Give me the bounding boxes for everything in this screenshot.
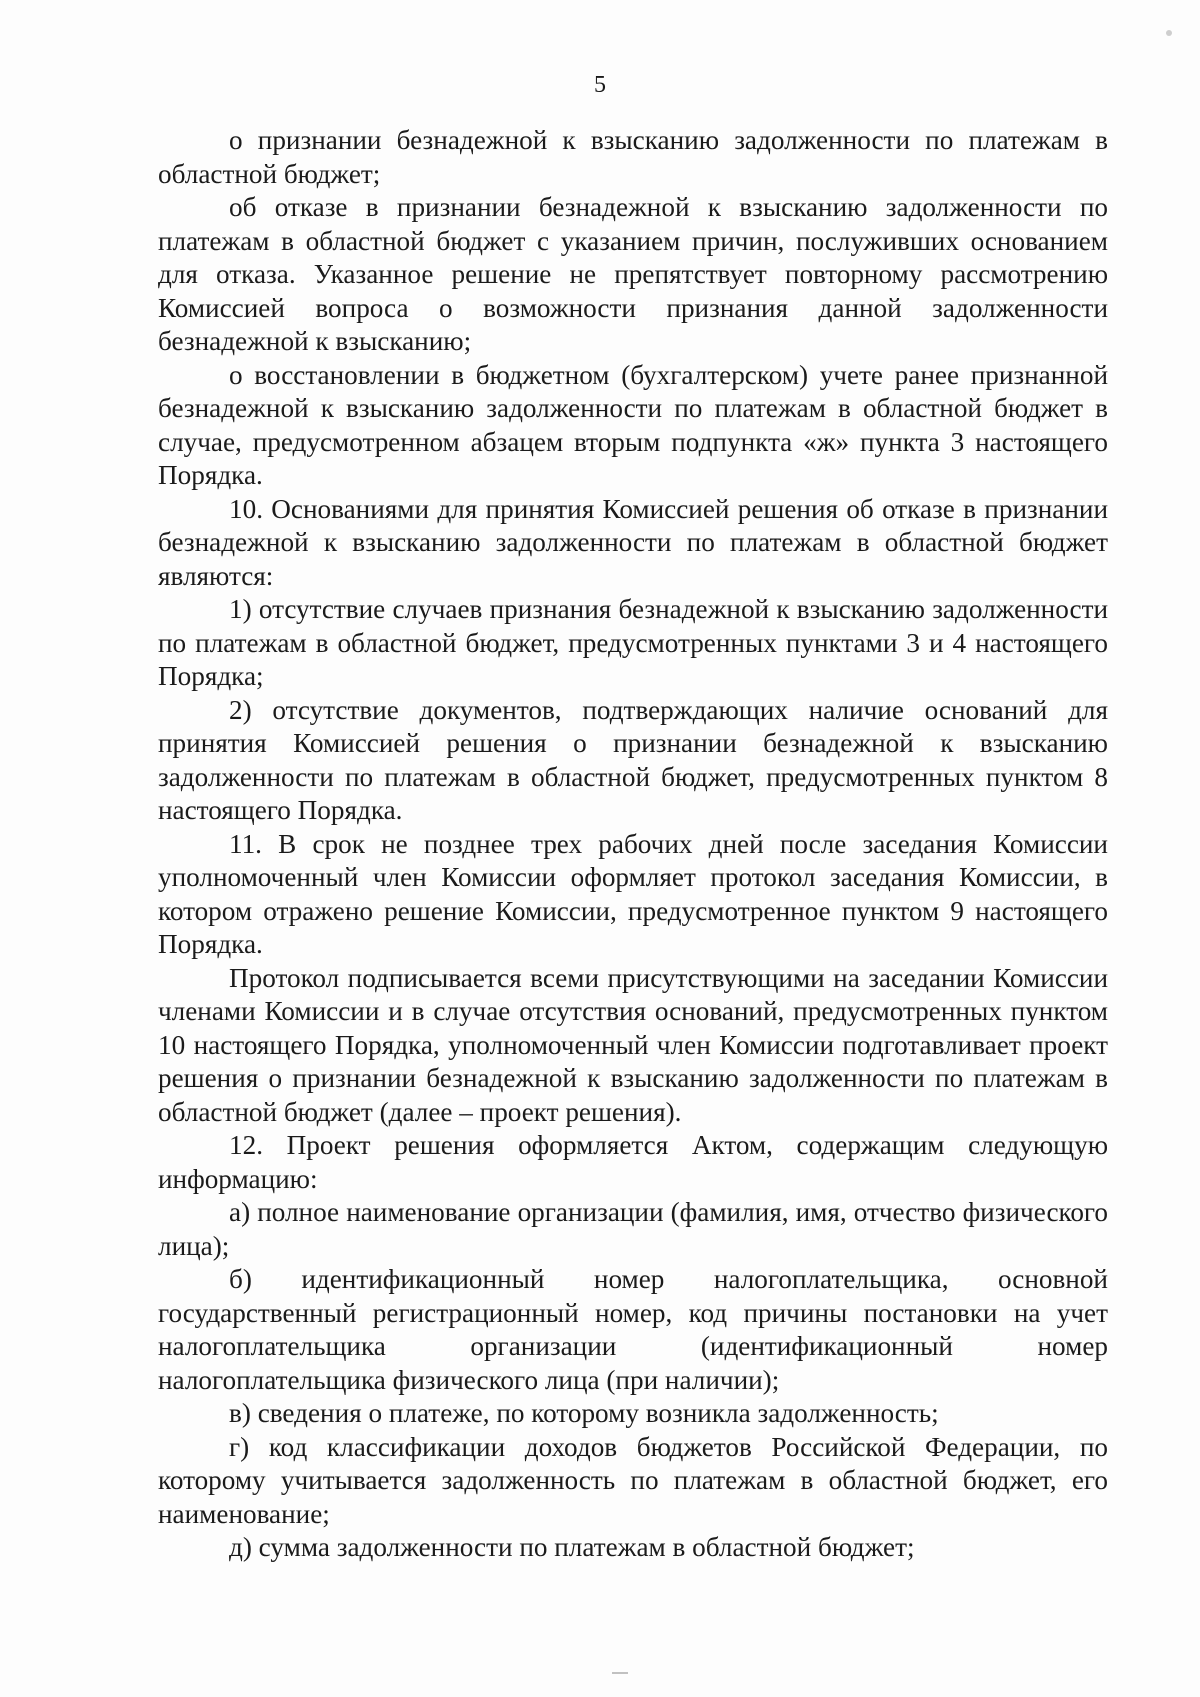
document-body [158, 124, 1108, 1565]
paragraph-13: г) код классификации доходов бюджетов Российской Федерации, по которому учитывается задолженность по платежам в областной бюджет, его наименование; [158, 1431, 1108, 1529]
paragraph-2: об отказе в признании безнадежной к взысканию задолженности по платежам в областной бюджет с указанием причин, послуживших основанием для отказа. Указанное решение не препятствует повторному рассмотрению Комиссией вопроса о возможности признания данной задолженности безнадежной к взысканию; [158, 192, 1108, 356]
scan-mark [612, 1672, 628, 1674]
paragraph-1: о признании безнадежной к взысканию задолженности по платежам в областной бюджет; [158, 125, 1108, 189]
paragraph-7: 11. В срок не позднее трех рабочих дней после заседания Комиссии уполномоченный член Комиссии оформляет протокол заседания Комиссии, в котором отражено решение Комиссии, предусмотренное пунктом 9 настоящего Порядка. [158, 828, 1108, 959]
paragraph-8: Протокол подписывается всеми присутствующими на заседании Комиссии членами Комиссии и в случае отсутствия оснований, предусмотренных пунктом 10 настоящего Порядка, уполномоченный член Комиссии подготавливает проект решения о признании безнадежной к взысканию задолженности по платежам в областной бюджет (далее – проект решения). [158, 962, 1108, 1127]
paragraph-4: 10. Основаниями для принятия Комиссией решения об отказе в признании безнадежной к взысканию задолженности по платежам в областной бюджет являются: [158, 493, 1108, 591]
paragraph-12: в) сведения о платеже, по которому возникла задолженность; [229, 1398, 939, 1428]
paragraph-14: д) сумма задолженности по платежам в областной бюджет; [229, 1532, 915, 1562]
scan-speck [1166, 30, 1172, 36]
page-number: 5 [594, 72, 606, 98]
paragraph-6: 2) отсутствие документов, подтверждающих наличие оснований для принятия Комиссией решения о признании безнадежной к взысканию задолженности по платежам в областной бюджет, предусмотренных пунктом 8 настоящего Порядка. [158, 694, 1108, 825]
paragraph-9: 12. Проект решения оформляется Актом, содержащим следующую информацию: [158, 1130, 1108, 1194]
paragraph-3: о восстановлении в бюджетном (бухгалтерском) учете ранее признанной безнадежной к взысканию задолженности по платежам в областной бюджет в случае, предусмотренном абзацем вторым подпункта «ж» пункта 3 настоящего Порядка. [158, 359, 1108, 490]
paragraph-5: 1) отсутствие случаев признания безнадежной к взысканию задолженности по платежам в областной бюджет, предусмотренных пунктами 3 и 4 настоящего Порядка; [158, 594, 1108, 691]
paragraph-11: б) идентификационный номер налогоплательщика, основной государственный регистрационный номер, код причины постановки на учет налогоплательщика организации (идентификационный номер налогоплательщика физического лица (при наличии); [158, 1264, 1108, 1395]
paragraph-10: а) полное наименование организации (фамилия, имя, отчество физического лица); [158, 1197, 1108, 1261]
